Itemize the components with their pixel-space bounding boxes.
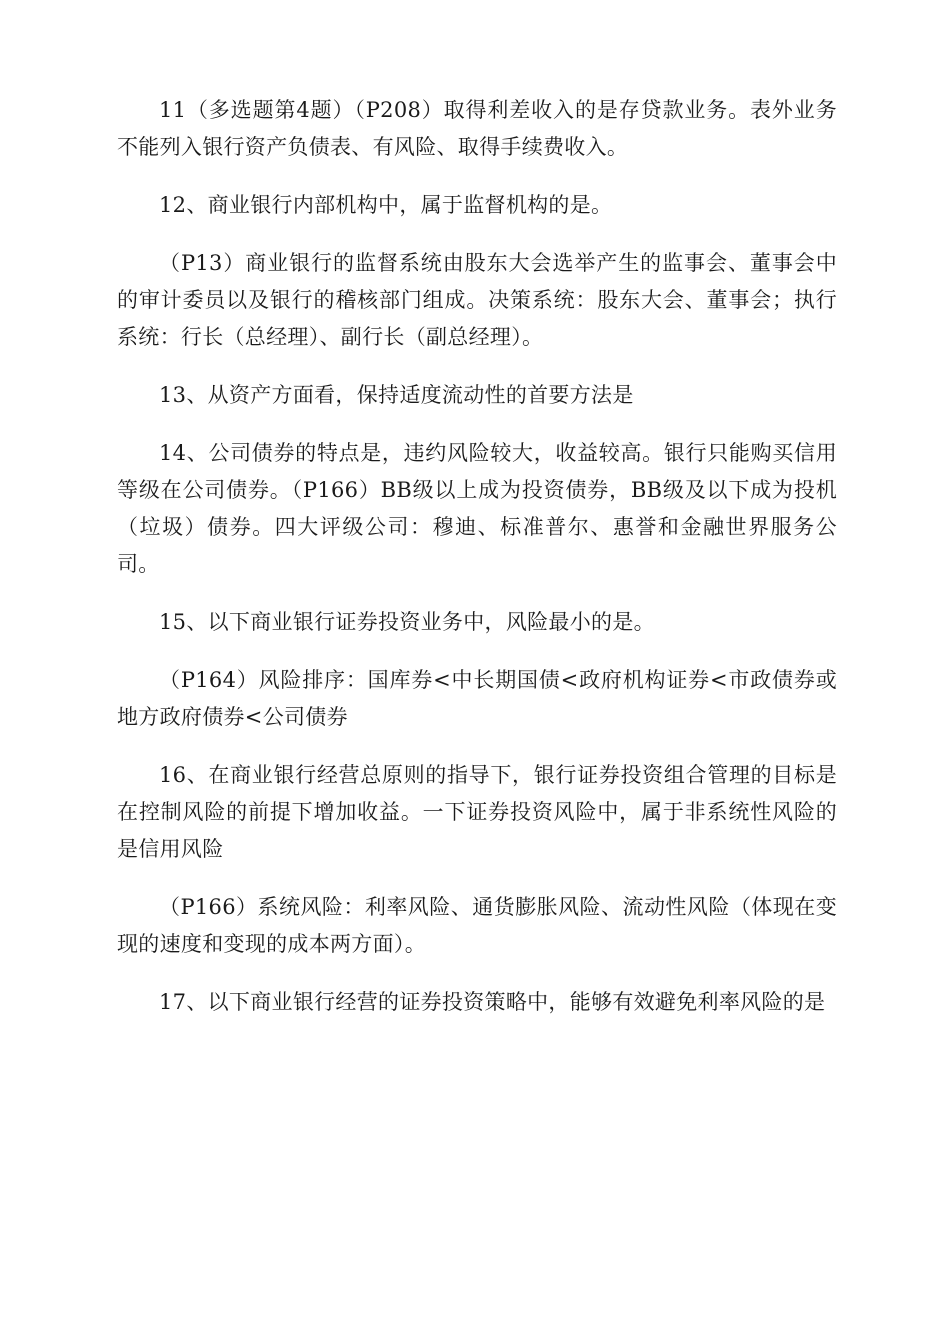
paragraph-q15: 15、以下商业银行证券投资业务中，风险最小的是。: [159, 610, 655, 634]
paragraph-q16-note: （P166）系统风险：利率风险、通货膨胀风险、流动性风险（体现在变现的速度和变现的成本两方面）。: [117, 895, 837, 956]
paragraph-q13: 13、从资产方面看，保持适度流动性的首要方法是: [159, 383, 634, 407]
document-body: [117, 92, 837, 1021]
paragraph-q16: 16、在商业银行经营总原则的指导下，银行证券投资组合管理的目标是在控制风险的前提下增加收益。一下证券投资风险中，属于非系统性风险的是信用风险: [117, 763, 837, 861]
paragraph-q15-note: （P164）风险排序：国库券<中长期国债<政府机构证券<市政债券或地方政府债券<公司债券: [117, 668, 837, 729]
paragraph-q14: 14、公司债券的特点是，违约风险较大，收益较高。银行只能购买信用等级在公司债券。（P166）BB级以上成为投资债券，BB级及以下成为投机（垃圾）债券。四大评级公司：穆迪、标准普尔、惠誉和金融世界服务公司。: [117, 441, 837, 576]
paragraph-q12: 12、商业银行内部机构中，属于监督机构的是。: [159, 193, 613, 217]
paragraph-q17: 17、以下商业银行经营的证券投资策略中，能够有效避免利率风险的是: [159, 990, 826, 1014]
paragraph-q12-note: （P13）商业银行的监督系统由股东大会选举产生的监事会、董事会中的审计委员以及银行的稽核部门组成。决策系统：股东大会、董事会；执行系统：行长（总经理）、副行长（副总经理）。: [117, 251, 837, 349]
paragraph-q11: 11（多选题第4题）（P208）取得利差收入的是存贷款业务。表外业务不能列入银行资产负债表、有风险、取得手续费收入。: [117, 98, 837, 159]
